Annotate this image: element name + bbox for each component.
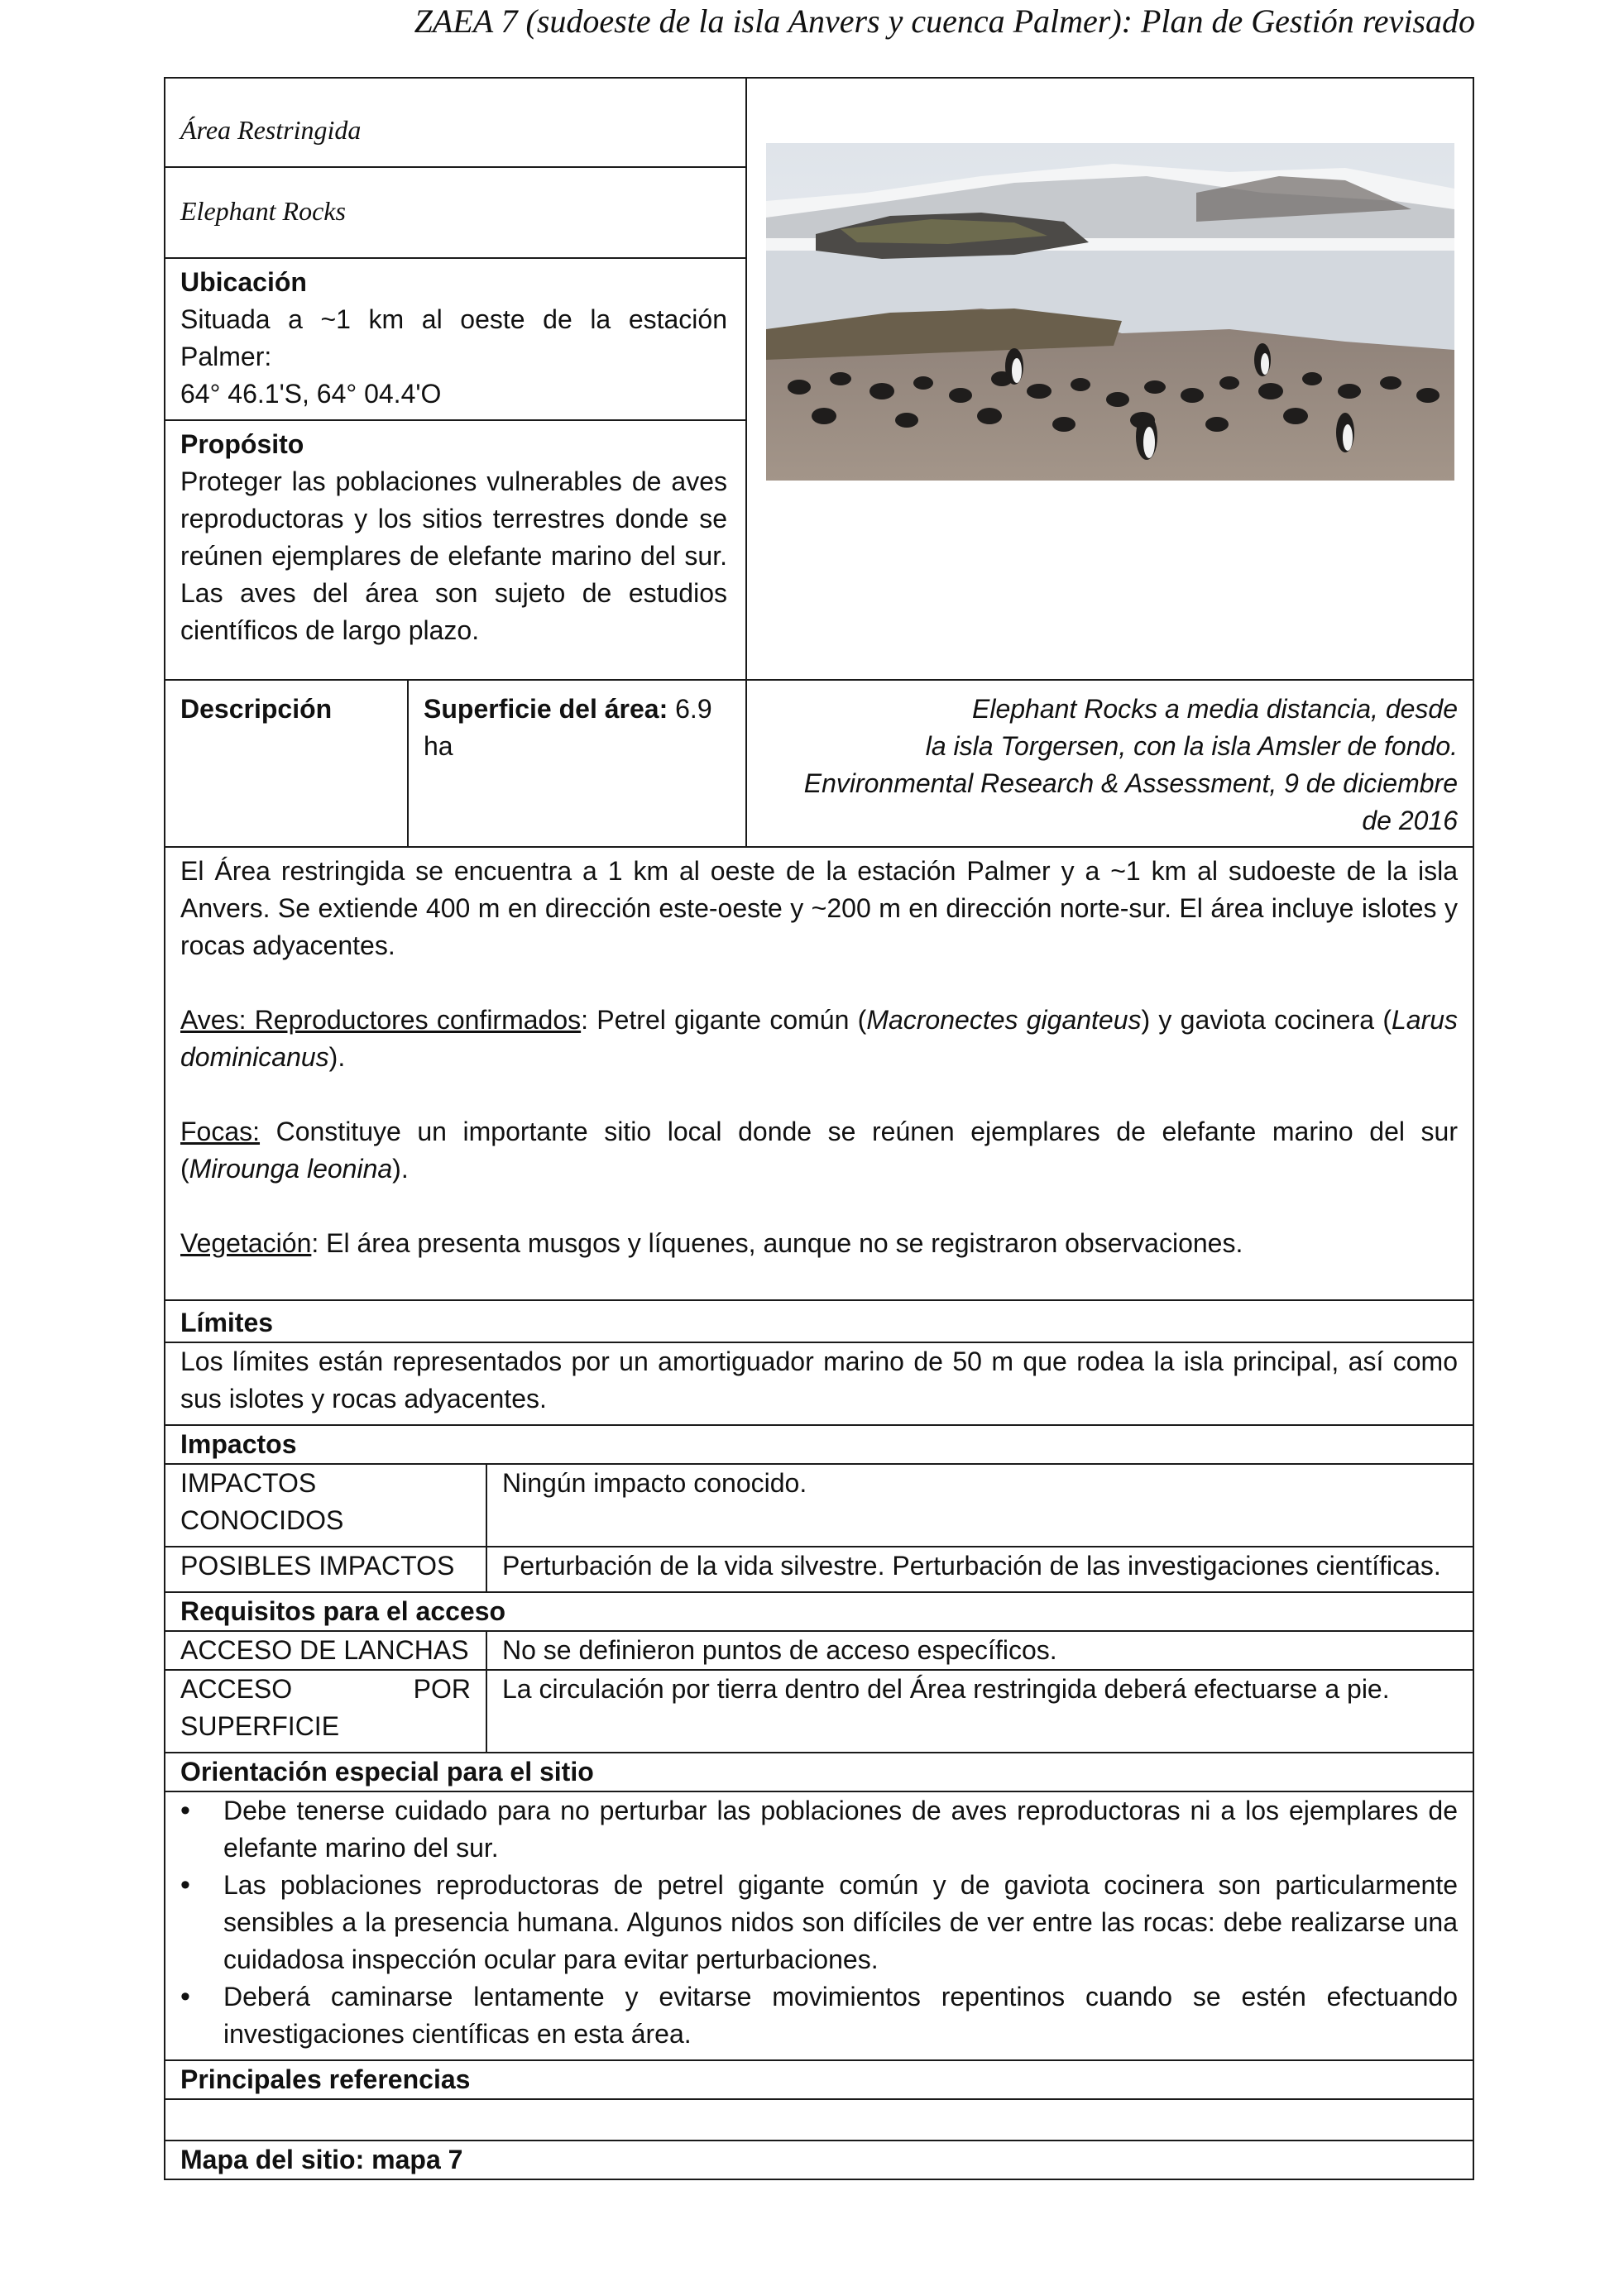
ubicacion-cell [165, 258, 746, 420]
description-intro: El Área restringida se encuentra a 1 km al oeste de la estación Palmer y a ~1 km al sudoeste de la isla Anvers. Se extiende 400 m en dirección este-oeste y ~200 m en dirección norte-sur. El área incluye islotes y rocas adyacentes. [180, 856, 1458, 960]
vegetacion-text: : El área presenta musgos y líquenes, aunque no se registraron observaciones. [311, 1228, 1243, 1258]
vegetacion-paragraph [180, 1225, 1458, 1262]
orientacion-item: • Debe tenerse cuidado para no perturbar las poblaciones de aves reproductoras ni a los ejemplares de elefante marino del sur. [223, 1792, 1458, 1867]
proposito-label: Propósito [180, 429, 304, 459]
referencias-empty [165, 2099, 1473, 2141]
orientacion-item: • Las poblaciones reproductoras de petrel gigante común y de gaviota cocinera son particularmente sensibles a la presencia humana. Algunos nidos son difíciles de ver entre las rocas: debe realizarse una cuidadosa inspección ocular para evitar perturbaciones. [223, 1867, 1458, 1978]
limites-label: Límites [165, 1301, 1473, 1342]
focas-paragraph [180, 1113, 1458, 1188]
photo-cell [746, 78, 1473, 680]
proposito-cell [165, 420, 746, 680]
aves-text: ). [328, 1042, 346, 1072]
acceso-value: No se definieron puntos de acceso específicos. [486, 1631, 1473, 1670]
superficie-cell [408, 680, 746, 847]
species-name: Larus dominicanus [180, 1005, 1459, 1072]
focas-text: ). [392, 1154, 409, 1184]
details-table [165, 1301, 1473, 2179]
orientacion-list-cell [165, 1791, 1473, 2060]
photo-caption [746, 680, 1473, 847]
superficie-label: Superficie del área: [424, 694, 668, 724]
vegetacion-label: Vegetación [180, 1228, 312, 1258]
limites-text: Los límites están representados por un amortiguador marino de 50 m que rodea la isla principal, así como sus islotes y rocas adyacentes. [165, 1342, 1473, 1425]
site-sheet [164, 77, 1473, 2180]
details-cell [165, 1300, 1473, 2179]
acceso-key [165, 1670, 486, 1753]
ubicacion-text: Situada a ~1 km al oeste de la estación Palmer: [180, 304, 727, 371]
caption-line: la isla Torgersen, con la isla Amsler de fondo. [925, 731, 1458, 761]
caption-line: Elephant Rocks a media distancia, desde [971, 694, 1458, 724]
proposito-text: Proteger las poblaciones vulnerables de aves reproductoras y los sitios terrestres donde se reúnen ejemplares de elefante marino del sur. Las aves del área son sujeto de estudios científicos de largo plazo. [180, 466, 727, 645]
orientacion-list [180, 1792, 1458, 2053]
orientacion-label: Orientación especial para el sitio [165, 1753, 1473, 1791]
site-table [164, 77, 1474, 2180]
acceso-value: La circulación por tierra dentro del Área restringida deberá efectuarse a pie. [486, 1670, 1473, 1753]
aves-paragraph [180, 1002, 1458, 1076]
ubicacion-coords: 64° 46.1'S, 64° 04.4'O [180, 379, 442, 409]
caption-line: Environmental Research & Assessment, 9 de diciembre [803, 768, 1458, 798]
caption-line: de 2016 [1362, 806, 1458, 835]
ubicacion-label: Ubicación [180, 267, 307, 297]
species-name: Macronectes giganteus [866, 1005, 1142, 1035]
page-header: ZAEA 7 (sudoeste de la isla Anvers y cuenca Palmer): Plan de Gestión revisado [414, 2, 1475, 40]
superficie-value: 6.9 ha [424, 694, 712, 761]
impactos-label: Impactos [165, 1425, 1473, 1464]
aves-text: ) y gaviota cocinera ( [1141, 1005, 1392, 1035]
referencias-label: Principales referencias [165, 2060, 1473, 2099]
description-body [165, 847, 1473, 1300]
descripcion-label: Descripción [165, 680, 408, 847]
acceso-key-text: ACCESO POR SUPERFICIE [180, 1674, 471, 1741]
impact-value: Perturbación de la vida silvestre. Perturbación de las investigaciones científicas. [486, 1547, 1473, 1592]
penguin-colony-photo [766, 143, 1454, 481]
area-type: Área Restringida [165, 78, 746, 167]
orientacion-item: • Deberá caminarse lentamente y evitarse movimientos repentinos cuando se estén efectuando investigaciones científicas en esta área. [223, 1978, 1458, 2053]
focas-label: Focas: [180, 1117, 261, 1146]
impact-value: Ningún impacto conocido. [486, 1464, 1473, 1547]
acceso-label: Requisitos para el acceso [165, 1592, 1473, 1631]
species-name: Mirounga leonina [189, 1154, 393, 1184]
aves-label: Aves: Reproductores confirmados [180, 1005, 582, 1035]
impact-key: IMPACTOS CONOCIDOS [165, 1464, 486, 1547]
focas-text: Constituye un importante sitio local donde se reúnen ejemplares de elefante marino del sur ( [180, 1117, 1458, 1184]
impact-key: POSIBLES IMPACTOS [165, 1547, 486, 1592]
area-name: Elephant Rocks [165, 167, 746, 258]
mapa-label: Mapa del sitio: mapa 7 [165, 2141, 1473, 2179]
aves-text: : Petrel gigante común ( [581, 1005, 867, 1035]
acceso-key: ACCESO DE LANCHAS [165, 1631, 486, 1670]
